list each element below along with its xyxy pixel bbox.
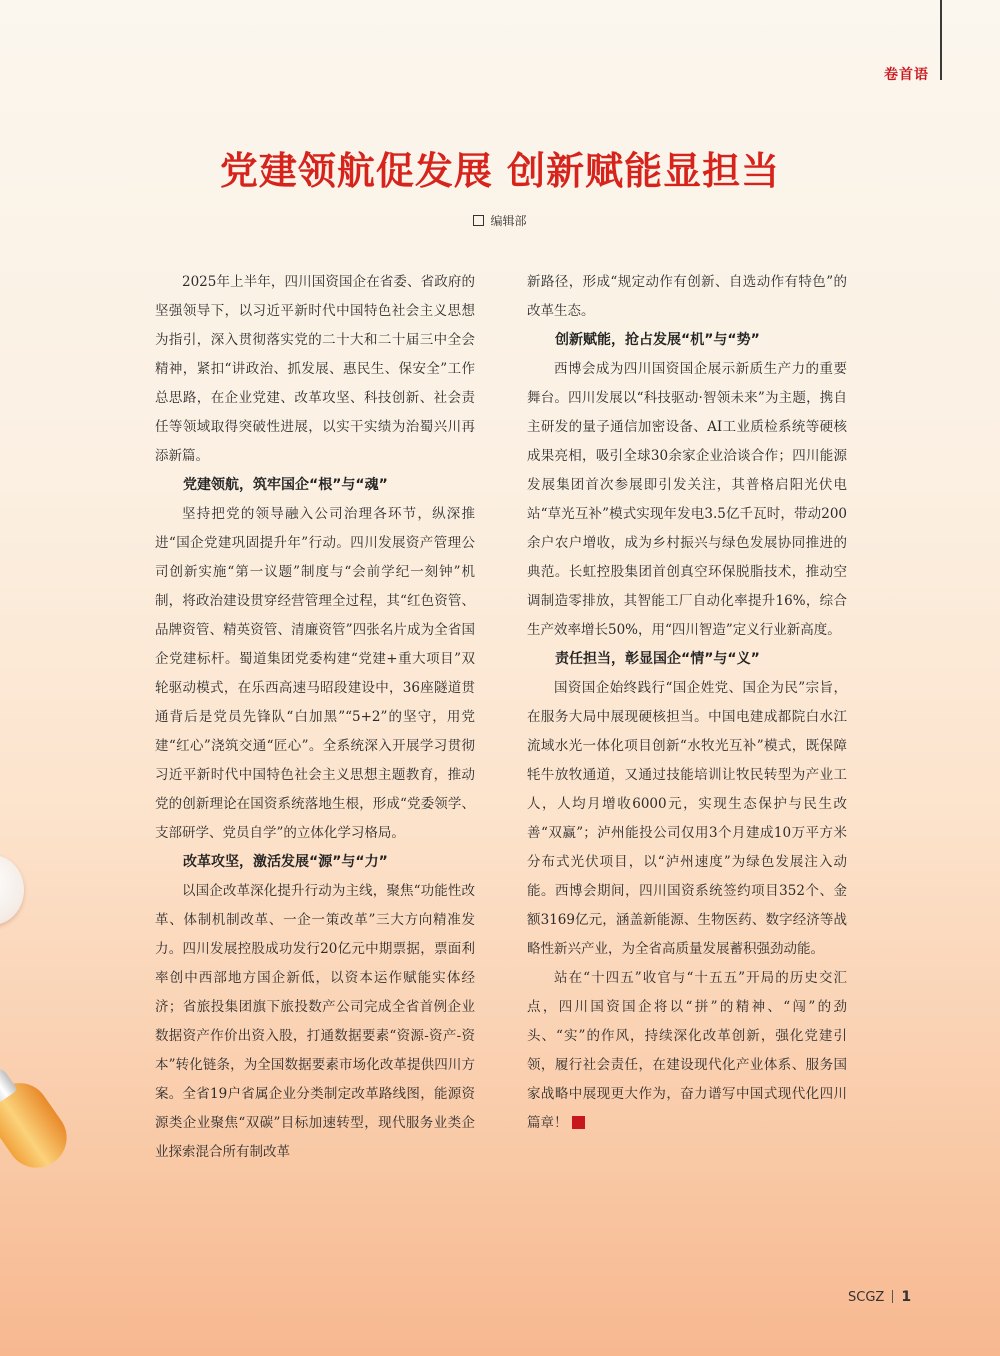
closing-text: 站在“十四五”收官与“十五五”开局的历史交汇点，四川国资国企将以“拼”的精神、“闯”的劲头、“实”的作风，持续深化改革创新，强化党建引领，履行社会责任，在建设现代化产业体系、服务国家战略中展现更大作为，奋力谱写中国式现代化四川篇章！ <box>527 970 847 1131</box>
end-mark-icon <box>572 1116 585 1129</box>
closing-paragraph <box>527 964 847 1138</box>
left-column <box>155 268 475 1167</box>
paragraph: 2025年上半年，四川国资国企在省委、省政府的坚强领导下，以习近平新时代中国特色社会主义思想为指引，深入贯彻落实党的二十大和二十届三中全会精神，紧扣“讲政治、抓发展、惠民生、保安全”工作总思路，在企业党建、改革攻坚、科技创新、社会责任等领域取得突破性进展，以实干实绩为治蜀兴川再添新篇。 <box>155 274 475 464</box>
byline <box>0 212 1000 229</box>
right-column <box>527 268 847 1138</box>
paragraph: 国资国企始终践行“国企姓党、国企为民”宗旨，在服务大局中展现硬核担当。中国电建成都院白水江流域水光一体化项目创新“水牧光互补”模式，既保障牦牛放牧通道，又通过技能培训让牧民转型为产业工人，人均月增收6000元，实现生态保护与民生改善“双赢”；泸州能投公司仅用3个月建成10万平方米分布式光伏项目，以“泸州速度”为绿色发展注入动能。西博会期间，四川国资系统签约项目352个、金额3169亿元，涵盖新能源、生物医药、数字经济等战略性新兴产业，为全省高质量发展蓄积强劲动能。 <box>527 680 847 957</box>
footer-divider <box>892 1290 893 1303</box>
byline-box-icon <box>473 215 484 226</box>
paragraph: 西博会成为四川国资国企展示新质生产力的重要舞台。四川发展以“科技驱动·智领未来”为主题，携自主研发的量子通信加密设备、AI工业质检系统等硬核成果亮相，吸引全球30余家企业洽谈合作；四川能源发展集团首次参展即引发关注，其普格启阳光伏电站“草光互补”模式实现年发电3.5亿千瓦时，带动200余户农户增收，成为乡村振兴与绿色发展协同推进的典范。长虹控股集团首创真空环保脱脂技术，推动空调制造零排放，其智能工厂自动化率提升16%，综合生产效率增长50%，用“四川智造”定义行业新高度。 <box>527 361 847 638</box>
section-heading: 党建领航，筑牢国企“根”与“魂” <box>183 477 388 493</box>
section-heading: 创新赋能，抢占发展“机”与“势” <box>555 332 760 348</box>
decorative-vase-image <box>0 1041 99 1180</box>
header-rule <box>940 0 942 80</box>
section-tag: 卷首语 <box>884 67 929 83</box>
paragraph: 以国企改革深化提升行动为主线，聚焦“功能性改革、体制机制改革、一企一策改革”三大方向精准发力。四川发展控股成功发行20亿元中期票据，票面利率创中西部地方国企新低，以资本运作赋能实体经济；省旅投集团旗下旅投数产公司完成全省首例企业数据资产作价出资入股，打通数据要素“资源-资产-资本”转化链条，为全国数据要素市场化改革提供四川方案。全省19户省属企业分类制定改革路线图，能源资源类企业聚焦“双碳”目标加速转型，现代服务业类企业探索混合所有制改革 <box>155 883 475 1160</box>
decorative-plate-image <box>0 855 24 925</box>
page-number: 1 <box>901 1289 912 1305</box>
section-heading: 改革攻坚，激活发展“源”与“力” <box>183 854 388 870</box>
section-heading: 责任担当，彰显国企“情”与“义” <box>555 651 760 667</box>
byline-author: 编辑部 <box>490 214 527 228</box>
paragraph: 坚持把党的领导融入公司治理各环节，纵深推进“国企党建巩固提升年”行动。四川发展资产管理公司创新实施“第一议题”制度与“会前学纪一刻钟”机制，将政治建设贯穿经营管理全过程，其“红色资管、品牌资管、精英资管、清廉资管”四张名片成为全省国企党建标杆。蜀道集团党委构建“党建+重大项目”双轮驱动模式，在乐西高速马昭段建设中，36座隧道贯通背后是党员先锋队“白加黑”“5+2”的坚守，用党建“红心”浇筑交通“匠心”。全系统深入开展学习贯彻习近平新时代中国特色社会主义思想主题教育，推动党的创新理论在国资系统落地生根，形成“党委领学、支部研学、党员自学”的立体化学习格局。 <box>155 506 475 841</box>
page-footer <box>848 1289 911 1305</box>
paragraph: 新路径，形成“规定动作有创新、自选动作有特色”的改革生态。 <box>527 274 847 319</box>
article-title: 党建领航促发展 创新赋能显担当 <box>219 149 781 193</box>
journal-name: SCGZ <box>848 1290 885 1305</box>
